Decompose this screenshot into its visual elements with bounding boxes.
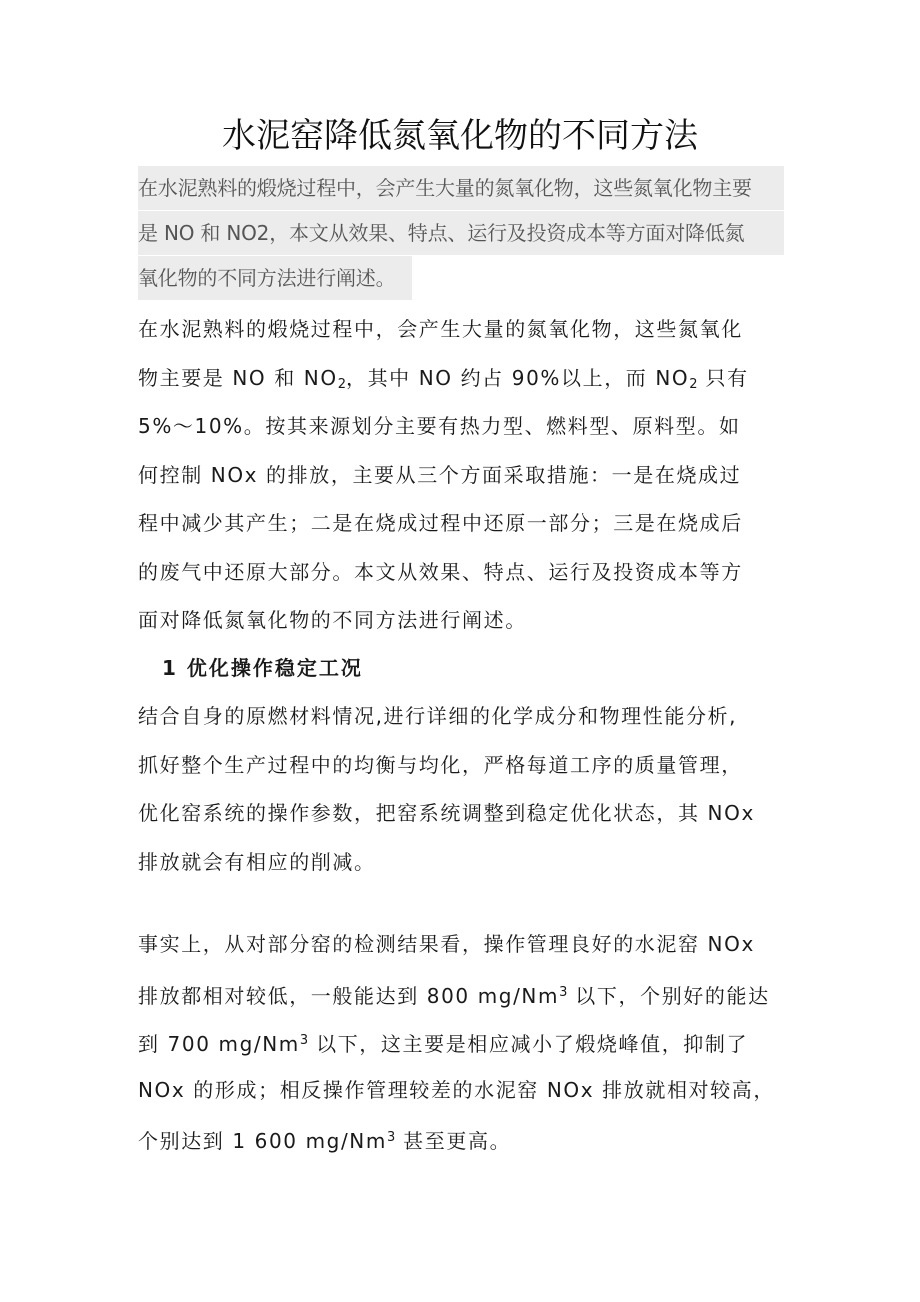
text-run: 甚至更高。 xyxy=(395,1129,512,1153)
paragraph-line: 事实上，从对部分窑的检测结果看，操作管理良好的水泥窑 NOx xyxy=(138,932,755,956)
superscript: 3 xyxy=(299,1033,309,1048)
section2-paragraph xyxy=(138,920,788,1163)
paragraph-line: 抓好整个生产过程中的均衡与均化，严格每道工序的质量管理， xyxy=(138,752,743,777)
text-run: 只有 xyxy=(697,365,749,390)
subscript: 2 xyxy=(337,376,346,392)
paragraph-line: 结合自身的原燃材料情况,进行详细的化学成分和物理性能分析, xyxy=(138,704,738,728)
paragraph-line xyxy=(138,354,788,403)
paragraph-line: 5%～10%。按其来源划分主要有热力型、燃料型、原料型。如 xyxy=(138,414,741,438)
text-run: 排放都相对较低，一般能达到 800 mg/Nm xyxy=(138,983,560,1008)
paragraph-line: 排放就会有相应的削减。 xyxy=(138,849,376,874)
paragraph-line: 在水泥熟料的煅烧过程中，会产生大量的氮氧化物，这些氮氧化 xyxy=(138,317,743,341)
paragraph-line xyxy=(138,969,788,1018)
paragraph-line: 何控制 NOx 的排放，主要从三个方面采取措施：一是在烧成过 xyxy=(138,462,742,487)
section1-paragraph xyxy=(138,692,788,886)
paragraph-line xyxy=(138,1114,788,1163)
summary-block xyxy=(138,166,784,300)
superscript: 3 xyxy=(386,1130,396,1145)
section-heading: 1 优化操作稳定工况 xyxy=(162,656,363,680)
text-run: 物主要是 NO 和 NO xyxy=(138,365,338,390)
paragraph-line: NOx 的形成；相反操作管理较差的水泥窑 NOx 排放就相对较高， xyxy=(138,1077,775,1102)
summary-line: 氧化物的不同方法进行阐述。 xyxy=(138,256,412,300)
text-run: 个别达到 1 600 mg/Nm xyxy=(138,1129,387,1153)
paragraph-line: 面对降低氮氧化物的不同方法进行阐述。 xyxy=(138,608,527,632)
paragraph-line: 程中减少其产生；二是在烧成过程中还原一部分；三是在烧成后 xyxy=(138,511,743,535)
text-run: ，其中 NO 约占 90%以上，而 NO xyxy=(345,365,690,390)
text-run: 以下，个别好的能达 xyxy=(567,983,770,1008)
summary-line: 在水泥熟料的煅烧过程中，会产生大量的氮氧化物，这些氮氧化物主要 xyxy=(138,166,784,210)
intro-paragraph xyxy=(138,305,788,645)
document-title: 水泥窑降低氮氧化物的不同方法 xyxy=(222,116,698,156)
text-run: 到 700 mg/Nm xyxy=(138,1032,300,1056)
summary-line: 是 NO 和 NO2，本文从效果、特点、运行及投资成本等方面对降低氮 xyxy=(138,211,784,255)
paragraph-line xyxy=(138,1017,788,1066)
subscript: 2 xyxy=(689,376,698,392)
paragraph-line: 的废气中还原大部分。本文从效果、特点、运行及投资成本等方 xyxy=(138,559,743,584)
paragraph-line: 优化窑系统的操作参数，把窑系统调整到稳定优化状态，其 NOx xyxy=(138,801,755,825)
text-run: 以下，这主要是相应减小了煅烧峰值，抑制了 xyxy=(308,1032,749,1056)
superscript: 3 xyxy=(559,984,568,1000)
